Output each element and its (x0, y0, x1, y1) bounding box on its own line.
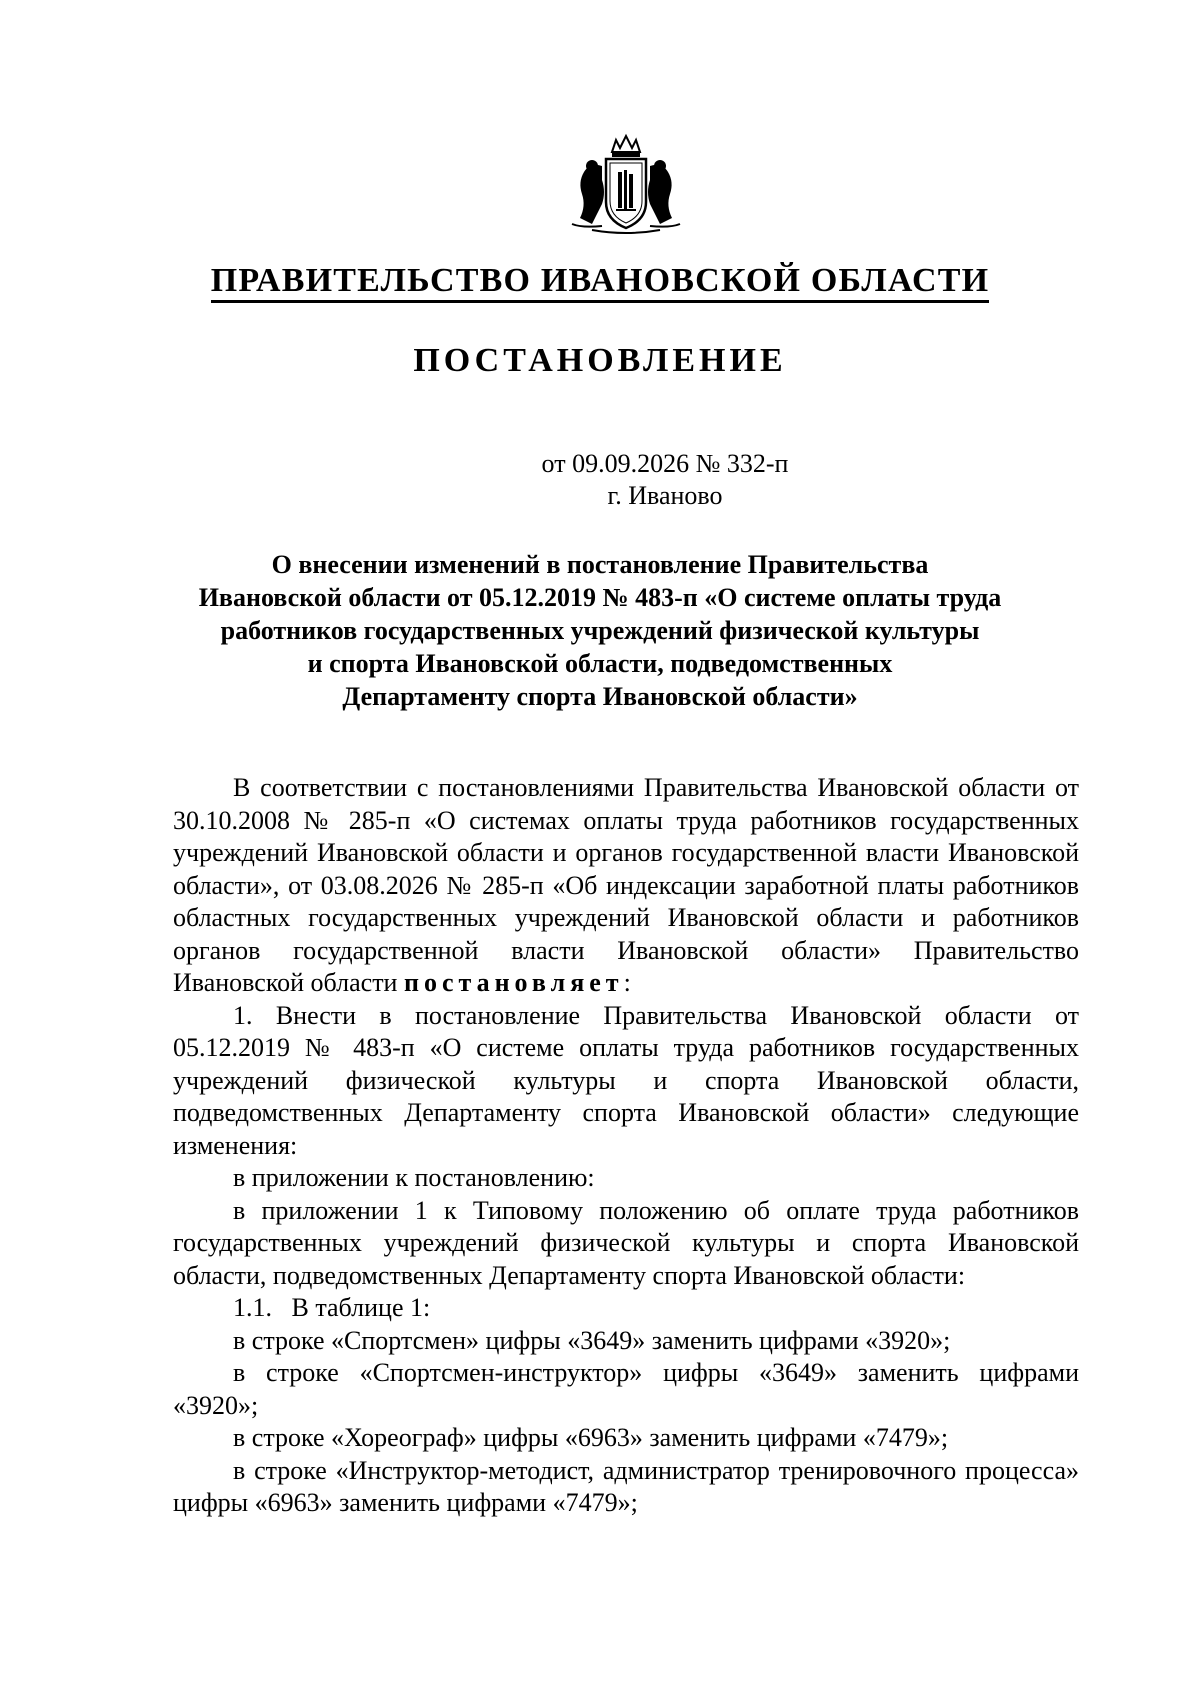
decree-word: постановляет (403, 968, 624, 997)
government-title-text: ПРАВИТЕЛЬСТВО ИВАНОВСКОЙ ОБЛАСТИ (211, 262, 989, 303)
intro-text: В соответствии с постановлениями Правительства Ивановской области от 30.10.2008 № 285-п «О системах оплаты труда работников государственных учреждений Ивановской области и органов государственной власти Ивановской области», от 03.08.2026 № 285-п «Об индексации заработной платы работников областных государственных учреждений Ивановской области и работников органов государственной власти Ивановской области» Правительство Ивановской области (173, 773, 1079, 997)
subject-line: Департаменту спорта Ивановской области» (342, 682, 858, 711)
body-paragraph: в приложении 1 к Типовому положению об оплате труда работников государственных учреждений физической культуры и спорта Ивановской области, подведомственных Департаменту спорта Ивановской области: (173, 1195, 1079, 1290)
city: г. Иваново (607, 481, 723, 510)
body-paragraph: в приложении к постановлению: (233, 1163, 595, 1192)
body-paragraph: в строке «Спортсмен-инструктор» цифры «3649» заменить цифрами «3920»; (173, 1358, 1079, 1420)
body-paragraph: в строке «Инструктор-методист, администратор тренировочного процесса» цифры «6963» заменить цифрами «7479»; (173, 1455, 1079, 1517)
body-paragraph: в строке «Хореограф» цифры «6963» заменить цифрами «7479»; (233, 1423, 949, 1452)
coat-of-arms-icon (562, 132, 690, 234)
body-paragraph: 1.1. В таблице 1: (233, 1293, 431, 1322)
subject-line: О внесении изменений в постановление Правительства (271, 550, 929, 579)
government-title (0, 262, 1200, 300)
body-paragraph: 1. Внести в постановление Правительства Ивановской области от 05.12.2019 № 483-п «О системе оплаты труда работников государственных учреждений физической культуры и спорта Ивановской области, подведомственных Департаменту спорта Ивановской области» следующие изменения: (173, 1000, 1079, 1160)
intro-end: : (623, 968, 631, 997)
intro-paragraph (173, 772, 1079, 1000)
date-number: от 09.09.2026 № 332-п (541, 449, 789, 478)
document-meta (0, 448, 1200, 512)
document-subject (130, 548, 1070, 713)
body-paragraph: в строке «Спортсмен» цифры «3649» заменить цифрами «3920»; (233, 1325, 951, 1355)
subject-line: и спорта Ивановской области, подведомственных (307, 649, 893, 678)
document-body (173, 772, 1079, 1520)
document-type: ПОСТАНОВЛЕНИЕ (413, 342, 787, 379)
subject-line: Ивановской области от 05.12.2019 № 483-п «О системе оплаты труда (198, 583, 1002, 612)
subject-line: работников государственных учреждений физической культуры (220, 616, 980, 645)
